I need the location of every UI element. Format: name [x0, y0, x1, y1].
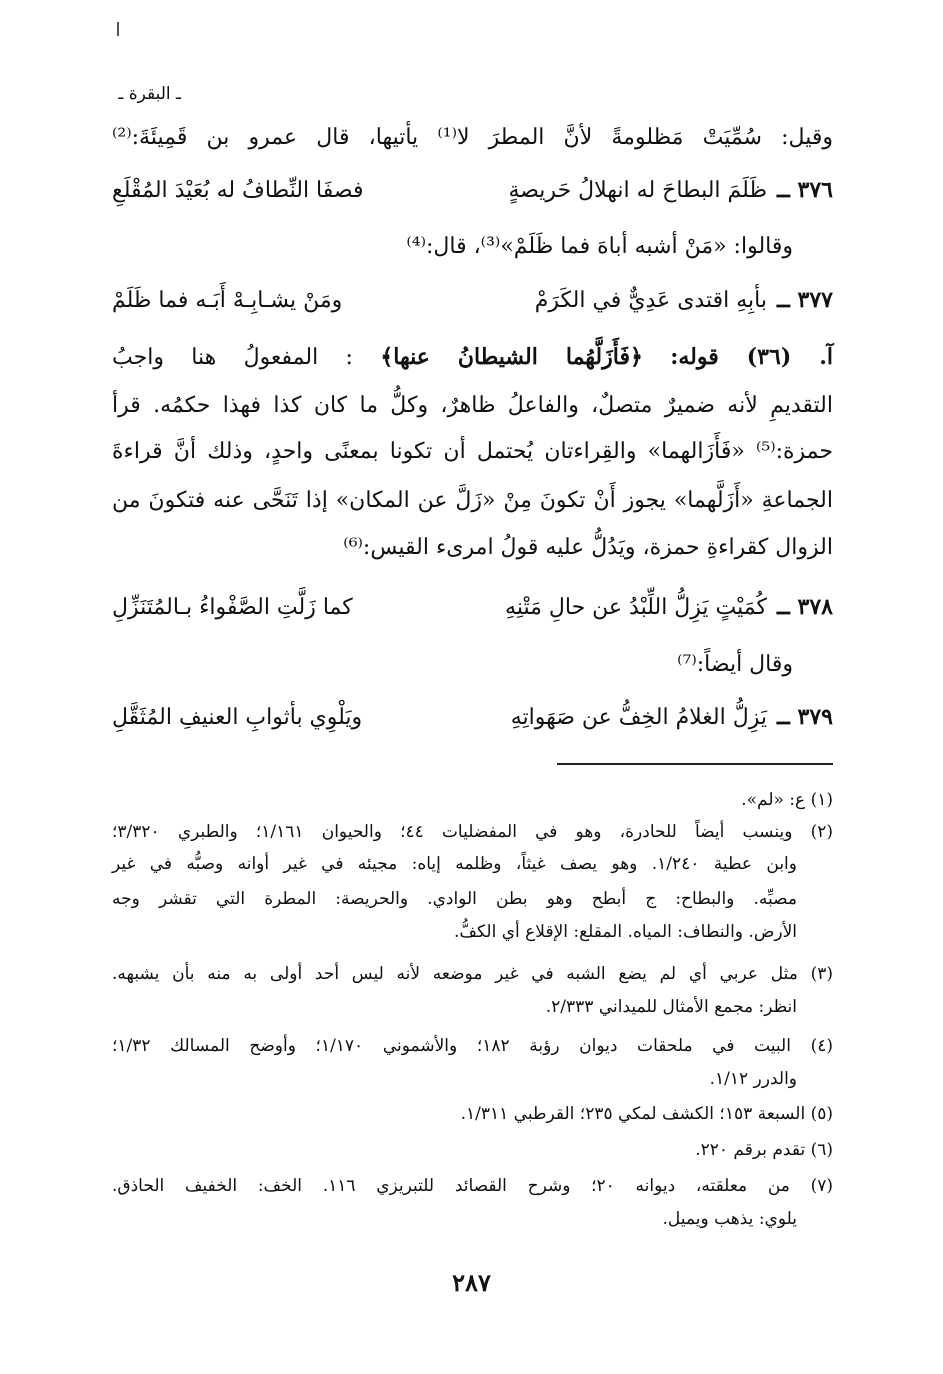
verse-377	[112, 285, 833, 316]
running-header: ـ البقرة ـ	[118, 84, 181, 104]
footnote-6: (٦) تقدم برقم ٢٢٠.	[695, 1140, 833, 1160]
verse-first-hemistich: كُمَيْتٍ يَزِلُّ اللِّبْدُ عن حالِ مَتْنِهِ	[505, 595, 767, 620]
verse-second-hemistich: كما زَلَّتِ الصَّفْواءُ بـالمُتَنَزِّلِ	[112, 595, 353, 620]
footnote-5: (٥) السبعة ١٥٣؛ الكشف لمكي ٢٣٥؛ القرطبي ١/٣١١.	[460, 1104, 833, 1124]
footnote-4-line-2: والدرر ١/١٢.	[709, 1069, 797, 1089]
verse-number: ٣٧٩ ــ	[776, 704, 833, 730]
verse-second-hemistich: ويَلْوِي بأثوابِ العنيفِ المُثَقَّلِ	[112, 705, 363, 730]
verse-ref: آ. (٣٦) قوله:	[670, 344, 834, 370]
verse-number: ٣٧٨ ــ	[776, 594, 833, 620]
text-line-11: وقال أيضاً:⁽⁷⁾	[677, 652, 793, 677]
text-line-6: التقديمِ لأنه ضميرٌ متصلٌ، والفاعلُ ظاهرٌ، وكلُّ ما كان كذا فهذا حكمُه. قرأ	[112, 393, 833, 418]
quran-quote: ﴿فَأَزَلَّهُما الشيطانُ عنها﴾	[380, 344, 643, 370]
text-line-1: وقيل: سُمِّيَتْ مَظلومةً لأنَّ المطرَ لا⁽¹⁾ يأتيها، قال عمرو بن قَمِيئَةَ:⁽²⁾	[112, 125, 833, 150]
text-line-9: الزوال كقراءةِ حمزة، ويَدُلُّ عليه قولُ امرىء القيس:⁽⁶⁾	[343, 535, 833, 560]
text-line-7: حمزة:⁽⁵⁾ «فَأَزَالهما» والقِراءتان يُحتمل أن تكونا بمعنًى واحدٍ، وذلك أنَّ قراءةَ	[112, 439, 833, 464]
text-line-5	[112, 342, 833, 373]
verse-379	[112, 702, 833, 733]
verse-second-hemistich: فصفَا النِّطافُ له بُعَيْدَ المُقْلَعِ	[112, 178, 364, 203]
verse-378	[112, 592, 833, 623]
footnote-2-line-3: مصبِّه. والبطاح: ج أبطح وهو بطن الوادي. والحريصة: المطرة التي تقشر وجه	[112, 889, 797, 909]
footnote-7-line-2: يلوي: يذهب ويميل.	[662, 1209, 797, 1229]
verse-first-hemistich: ظَلَمَ البطاحَ له انهلالُ حَريصةٍ	[508, 178, 767, 203]
text-line-8: الجماعةِ «أَزَلَّهما» يجوز أَنْ تكونَ مِنْ «زَلَّ عن المكان» إذا تَنَحَّى عنه فتكونَ من	[112, 488, 833, 513]
verse-number: ٣٧٧ ــ	[776, 287, 833, 313]
footnote-separator	[557, 763, 833, 765]
scan-mark	[117, 22, 119, 36]
footnote-4-line-1: (٤) البيت في ملحقات ديوان رؤبة ١٨٢؛ والأشموني ١/١٧٠؛ وأوضح المسالك ١/٣٢؛	[112, 1036, 833, 1056]
text-line-3: وقالوا: «مَنْ أشبه أباهَ فما ظَلَمْ»⁽³⁾، قال:⁽⁴⁾	[406, 234, 793, 259]
page-number: ٢٨٧	[452, 1268, 491, 1297]
text-fragment: : المفعولُ هنا واجبُ	[112, 345, 353, 370]
footnote-3-line-1: (٣) مثل عربي أي لم يضع الشبه في غير موضعه لأنه ليس أحد أولى به منه بأن يشبهه.	[112, 964, 834, 984]
footnote-2-line-2: وابن عطية ١/٢٤٠. وهو يصف غيثاً، وظلمه إياه: مجيئه في غير أوانه وصبُّه في غير	[112, 854, 797, 874]
verse-number: ٣٧٦ ــ	[776, 177, 833, 203]
footnote-2-line-4: الأرض. والنطاف: المياه. المقلع: الإقلاع أي الكفُّ.	[454, 922, 797, 942]
footnote-2-line-1: (٢) وينسب أيضاً للحادرة، وهو في المفضليات ٤٤؛ والحيوان ١/١٦١؛ والطبري ٣/٣٢٠؛	[112, 822, 833, 842]
verse-second-hemistich: ومَنْ يشـابِـهْ أَبَـه فما ظَلَمْ	[112, 288, 343, 313]
footnote-3-line-2: انظر: مجمع الأمثال للميداني ٢/٣٣٣.	[545, 997, 797, 1017]
footnote-1: (١) ع: «لم».	[741, 790, 833, 810]
verse-376	[112, 175, 833, 206]
verse-first-hemistich: يَزِلُّ الغلامُ الخِفُّ عن صَهَواتِهِ	[510, 705, 767, 730]
verse-first-hemistich: بأبِهِ اقتدى عَدِيٌّ في الكَرَمْ	[534, 288, 767, 313]
footnote-7-line-1: (٧) من معلقته، ديوانه ٢٠؛ وشرح القصائد للتبريزي ١١٦. الخف: الخفيف الحاذق.	[112, 1176, 833, 1196]
